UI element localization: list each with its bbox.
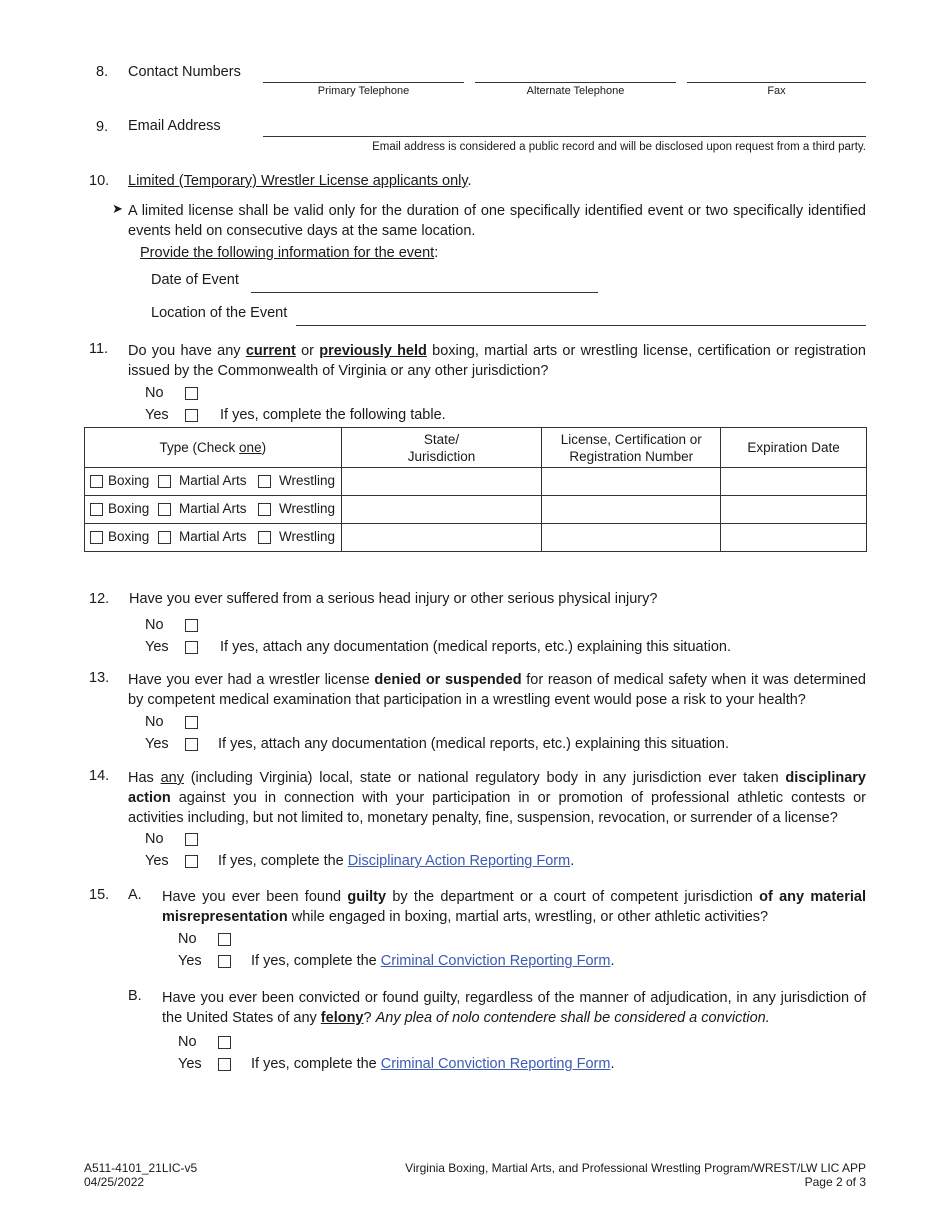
col-type-header: Type (Check one) xyxy=(85,428,342,468)
q15a-yes-checkbox[interactable] xyxy=(218,955,231,968)
email-field[interactable] xyxy=(263,136,866,137)
license-number-cell[interactable] xyxy=(542,468,721,496)
bullet-arrow-icon: ➤ xyxy=(112,201,123,216)
q10-heading: Limited (Temporary) Wrestler License applicants only xyxy=(128,173,468,189)
q14-yes-note: If yes, complete the Disciplinary Action Reporting Form. xyxy=(218,853,575,869)
q15a-yes-label: Yes xyxy=(178,953,202,969)
q10-provide: Provide the following information for the event xyxy=(140,245,435,261)
page-number: Page 2 of 3 xyxy=(804,1175,866,1189)
type-cell: Boxing Martial Arts Wrestling xyxy=(85,524,342,552)
license-number-cell[interactable] xyxy=(542,524,721,552)
date-of-event-field[interactable] xyxy=(251,292,598,293)
q11-no-label: No xyxy=(145,385,164,401)
q13-no-label: No xyxy=(145,714,164,730)
expiration-cell[interactable] xyxy=(721,524,867,552)
fax-caption: Fax xyxy=(767,85,786,97)
martial-arts-checkbox[interactable] xyxy=(158,503,171,516)
q12-no-checkbox[interactable] xyxy=(185,619,198,632)
footer-right xyxy=(405,1161,866,1189)
q11-yes-note: If yes, complete the following table. xyxy=(220,407,446,423)
q12-yes-checkbox[interactable] xyxy=(185,641,198,654)
q13-number: 13. xyxy=(89,670,110,686)
q13-yes-note: If yes, attach any documentation (medical reports, etc.) explaining this situation. xyxy=(218,736,729,752)
type-cell: Boxing Martial Arts Wrestling xyxy=(85,468,342,496)
license-number-cell[interactable] xyxy=(542,496,721,524)
q11-no-checkbox[interactable] xyxy=(185,387,198,400)
boxing-checkbox[interactable] xyxy=(90,531,103,544)
col-license-number-header: License, Certification or Registration Number xyxy=(542,428,721,468)
q15b-yes-note: If yes, complete the Criminal Conviction Reporting Form. xyxy=(251,1056,615,1072)
q13-no-checkbox[interactable] xyxy=(185,716,198,729)
form-id: A511-4101_21LIC-v5 xyxy=(84,1161,198,1175)
primary-telephone-field[interactable] xyxy=(263,82,464,83)
q9-number: 9. xyxy=(96,119,109,135)
q8-number: 8. xyxy=(96,64,109,80)
q13-yes-checkbox[interactable] xyxy=(185,738,198,751)
q11-yes-checkbox[interactable] xyxy=(185,409,198,422)
q11-yes-label: Yes xyxy=(145,407,169,423)
q15b-yes-checkbox[interactable] xyxy=(218,1058,231,1071)
q14-yes-checkbox[interactable] xyxy=(185,855,198,868)
q15b-no-label: No xyxy=(178,1034,197,1050)
q11-number: 11. xyxy=(89,341,109,357)
q15b-letter: B. xyxy=(128,988,142,1004)
q12-no-label: No xyxy=(145,617,164,633)
date-of-event-label: Date of Event xyxy=(151,272,239,288)
boxing-checkbox[interactable] xyxy=(90,475,103,488)
jurisdiction-cell[interactable] xyxy=(341,468,542,496)
q15-number: 15. xyxy=(89,887,110,903)
q12-yes-label: Yes xyxy=(145,639,169,655)
q15a-no-label: No xyxy=(178,931,197,947)
q12-number: 12. xyxy=(89,591,110,607)
q10-bullet-text: A limited license shall be valid only for the duration of one specifically identified event or two specifically identified events held on consecutive days at the same location. xyxy=(128,203,866,239)
jurisdiction-cell[interactable] xyxy=(341,496,542,524)
form-date: 04/25/2022 xyxy=(84,1175,145,1189)
q15b-yes-label: Yes xyxy=(178,1056,202,1072)
wrestling-checkbox[interactable] xyxy=(258,503,271,516)
q14-no-label: No xyxy=(145,831,164,847)
q14-number: 14. xyxy=(89,768,110,784)
jurisdiction-cell[interactable] xyxy=(341,524,542,552)
alternate-telephone-caption: Alternate Telephone xyxy=(526,85,625,97)
expiration-cell[interactable] xyxy=(721,496,867,524)
q14-text: Has any (including Virginia) local, state or national regulatory body in any jurisdiction ever taken disciplinary action against you in connection with your participation in or promotion of professional athletic contests or activities including, but not limited to, monetary penalty, fine, suspension, revocation, or surrender of a license? xyxy=(128,770,866,826)
q14-yes-label: Yes xyxy=(145,853,169,869)
wrestling-checkbox[interactable] xyxy=(258,475,271,488)
q10-number: 10. xyxy=(89,173,110,189)
martial-arts-checkbox[interactable] xyxy=(158,531,171,544)
q11-text: Do you have any current or previously held boxing, martial arts or wrestling license, certification or registration issued by the Commonwealth of Virginia or any other jurisdiction? xyxy=(128,343,867,379)
col-expiration-header: Expiration Date xyxy=(721,428,867,468)
table-row xyxy=(85,524,867,552)
disciplinary-action-form-link[interactable]: Disciplinary Action Reporting Form xyxy=(347,853,571,869)
expiration-cell[interactable] xyxy=(721,468,867,496)
license-table xyxy=(84,427,867,552)
criminal-conviction-form-link[interactable]: Criminal Conviction Reporting Form xyxy=(380,953,611,969)
alternate-telephone-field[interactable] xyxy=(475,82,676,83)
q12-yes-note: If yes, attach any documentation (medical reports, etc.) explaining this situation. xyxy=(220,639,731,655)
col-jurisdiction-header: State/ Jurisdiction xyxy=(341,428,542,468)
table-row xyxy=(85,468,867,496)
footer-left xyxy=(84,1161,197,1189)
q15a-letter: A. xyxy=(128,887,142,903)
martial-arts-checkbox[interactable] xyxy=(158,475,171,488)
boxing-checkbox[interactable] xyxy=(90,503,103,516)
q13-yes-label: Yes xyxy=(145,736,169,752)
q15a-text: Have you ever been found guilty by the department or a court of competent jurisdiction of any material misrepresentation while engaged in boxing, martial arts, wrestling, or other athletic activities? xyxy=(162,889,866,925)
q8-label: Contact Numbers xyxy=(128,64,241,80)
primary-telephone-caption: Primary Telephone xyxy=(317,85,410,97)
email-note: Email address is considered a public record and will be disclosed upon request from a third party. xyxy=(372,141,866,153)
criminal-conviction-form-link[interactable]: Criminal Conviction Reporting Form xyxy=(380,1056,611,1072)
type-cell: Boxing Martial Arts Wrestling xyxy=(85,496,342,524)
program-name: Virginia Boxing, Martial Arts, and Professional Wrestling Program/WREST/LW LIC APP xyxy=(405,1161,866,1175)
wrestling-checkbox[interactable] xyxy=(258,531,271,544)
q9-label: Email Address xyxy=(128,118,221,134)
location-label: Location of the Event xyxy=(151,305,288,321)
q14-no-checkbox[interactable] xyxy=(185,833,198,846)
q15b-no-checkbox[interactable] xyxy=(218,1036,231,1049)
location-field[interactable] xyxy=(296,325,866,326)
fax-field[interactable] xyxy=(687,82,866,83)
q15a-yes-note: If yes, complete the Criminal Conviction Reporting Form. xyxy=(251,953,615,969)
q15a-no-checkbox[interactable] xyxy=(218,933,231,946)
q12-text: Have you ever suffered from a serious head injury or other serious physical injury? xyxy=(129,591,658,607)
q13-text: Have you ever had a wrestler license denied or suspended for reason of medical safety when it was determined by competent medical examination that participation in a wrestling event would pose a risk to your health? xyxy=(128,672,866,708)
q15b-text: Have you ever been convicted or found guilty, regardless of the manner of adjudication, in any jurisdiction of the United States of any felony? Any plea of nolo contendere shall be considered a conviction. xyxy=(162,990,866,1026)
table-row xyxy=(85,496,867,524)
